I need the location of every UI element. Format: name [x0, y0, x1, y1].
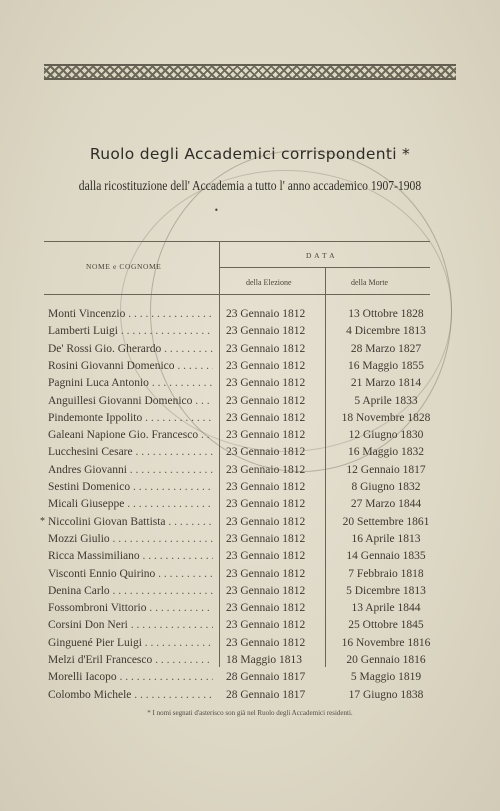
death-date: 7 Febbraio 1818 — [348, 567, 424, 580]
election-date: 23 Gennaio 1812 — [226, 619, 306, 632]
election-date: 23 Gennaio 1812 — [226, 463, 306, 476]
academician-name — [48, 654, 213, 666]
table-header-bottom-rule — [44, 294, 430, 295]
death-date: 20 Gennaio 1816 — [346, 654, 426, 666]
academician-name — [48, 516, 213, 528]
academician-name — [48, 308, 213, 320]
academician-name — [48, 395, 213, 407]
academician-name-text: Monti Vincenzio — [48, 308, 126, 320]
academician-name-text: Pagnini Luca Antonio — [48, 377, 149, 390]
header-data: D A T A — [306, 251, 336, 260]
academician-name — [48, 689, 213, 701]
page-subtitle: dalla ricostituzione dell' Accademia a tutto l' anno accademico 1907-1908 — [78, 178, 422, 193]
header-nome-cognome: NOME e COGNOME — [86, 262, 162, 271]
academician-name-text: Pindemonte Ippolito — [48, 411, 143, 424]
election-date: 23 Gennaio 1812 — [226, 636, 306, 649]
death-date: 4 Dicembre 1813 — [346, 325, 426, 338]
academician-name-text: Denina Carlo — [48, 584, 110, 597]
death-date: 8 Giugno 1832 — [351, 481, 421, 493]
academician-name — [48, 533, 213, 545]
academician-name — [48, 325, 213, 337]
academician-name — [48, 619, 213, 631]
death-date: 21 Marzo 1814 — [350, 377, 422, 390]
election-date: 28 Gennaio 1817 — [226, 688, 306, 701]
death-date: 5 Aprile 1833 — [354, 394, 418, 407]
election-date: 18 Maggio 1813 — [226, 654, 303, 666]
academician-name — [48, 377, 213, 389]
academician-name — [48, 585, 213, 597]
election-date: 23 Gennaio 1812 — [226, 584, 306, 597]
academician-name — [48, 671, 213, 683]
death-date: 25 Ottobre 1845 — [348, 619, 424, 632]
academician-name-text: Corsini Don Neri — [48, 619, 128, 632]
academician-name — [48, 498, 213, 510]
academician-name-text: Galeani Napione Gio. Francesco — [48, 429, 199, 442]
academician-name-text: Colombo Michele — [48, 688, 132, 701]
academician-name — [48, 568, 213, 580]
table-row — [0, 689, 500, 711]
footnote: * I nomi segnati d'asterisco son già nel Ruolo degli Accademici residenti. — [147, 709, 353, 717]
election-date: 23 Gennaio 1812 — [226, 602, 306, 615]
academician-name-text: Rosini Giovanni Domenico — [48, 359, 175, 372]
academician-name — [48, 360, 213, 372]
death-date: 5 Maggio 1819 — [350, 671, 422, 684]
death-date: 13 Aprile 1844 — [351, 602, 421, 615]
decorative-border-ornament — [44, 64, 456, 80]
academician-name — [48, 464, 213, 476]
election-date: 23 Gennaio 1812 — [226, 308, 306, 320]
header-divider-vertical-2 — [325, 267, 326, 294]
election-date: 23 Gennaio 1812 — [226, 342, 306, 355]
death-date: 13 Ottobre 1828 — [348, 308, 424, 320]
death-date: 16 Maggio 1855 — [347, 359, 425, 372]
death-date: 16 Novembre 1816 — [341, 636, 431, 649]
death-date: 28 Marzo 1827 — [350, 342, 422, 355]
election-date: 23 Gennaio 1812 — [226, 325, 306, 338]
election-date: 23 Gennaio 1812 — [226, 567, 306, 580]
academician-name-text: Visconti Ennio Quirino — [48, 567, 156, 580]
header-elezione: della Elezione — [246, 278, 292, 287]
death-date: 12 Giugno 1830 — [348, 429, 424, 442]
bullet-ornament: • — [214, 206, 219, 215]
election-date: 23 Gennaio 1812 — [226, 446, 306, 459]
academician-name — [48, 602, 213, 614]
election-date: 23 Gennaio 1812 — [226, 498, 306, 511]
election-date: 23 Gennaio 1812 — [226, 515, 306, 528]
header-divider-vertical — [219, 242, 220, 294]
academician-name-text: Ricca Massimiliano — [48, 550, 140, 563]
death-date: 12 Gennaio 1817 — [346, 463, 426, 476]
election-date: 23 Gennaio 1812 — [226, 411, 306, 424]
academician-name — [48, 637, 213, 649]
academician-name-text: Niccolini Giovan Battista — [48, 515, 166, 528]
academician-name — [48, 429, 213, 441]
election-date: 23 Gennaio 1812 — [226, 377, 306, 390]
academician-name-text: Lucchesini Cesare — [48, 446, 133, 459]
election-date: 28 Gennaio 1817 — [226, 671, 306, 684]
death-date: 18 Novembre 1828 — [341, 411, 431, 424]
academician-name — [48, 343, 213, 355]
academician-name-text: Ginguené Pier Luigi — [48, 636, 142, 649]
academician-name-text: Micali Giuseppe — [48, 498, 125, 511]
election-date: 23 Gennaio 1812 — [226, 429, 306, 442]
academician-name-text: Anguillesi Giovanni Domenico — [48, 394, 193, 407]
header-morte: della Morte — [351, 278, 389, 287]
election-date: 23 Gennaio 1812 — [226, 550, 306, 563]
death-date: 14 Gennaio 1835 — [346, 550, 426, 563]
death-date: 27 Marzo 1844 — [350, 498, 422, 511]
page-title: Ruolo degli Accademici corrispondenti * — [89, 145, 411, 163]
academician-name-text: Fossombroni Vittorio — [48, 602, 147, 615]
academician-name-text: Morelli Iacopo — [48, 671, 117, 684]
death-date: 20 Settembre 1861 — [342, 515, 430, 528]
asterisk-marker: * — [40, 515, 45, 527]
academician-name-text: Andres Giovanni — [48, 463, 127, 476]
academician-name — [48, 446, 213, 458]
academician-name — [48, 481, 213, 493]
death-date: 5 Dicembre 1813 — [346, 584, 426, 597]
election-date: 23 Gennaio 1812 — [226, 481, 306, 493]
election-date: 23 Gennaio 1812 — [226, 359, 306, 372]
election-date: 23 Gennaio 1812 — [226, 532, 306, 545]
table-top-rule — [44, 241, 430, 242]
academician-name — [48, 412, 213, 424]
academician-name-text: Melzi d'Eril Francesco — [48, 654, 153, 666]
death-date: 17 Giugno 1838 — [348, 688, 424, 701]
academician-name — [48, 550, 213, 562]
election-date: 23 Gennaio 1812 — [226, 394, 306, 407]
academician-name-text: Mozzi Giulio — [48, 532, 110, 545]
death-date: 16 Aprile 1813 — [351, 532, 421, 545]
academician-name-text: De' Rossi Gio. Gherardo — [48, 342, 162, 355]
death-date: 16 Maggio 1832 — [347, 446, 425, 459]
academician-name-text: Lamberti Luigi — [48, 325, 118, 338]
academician-name-text: Sestini Domenico — [48, 481, 131, 493]
